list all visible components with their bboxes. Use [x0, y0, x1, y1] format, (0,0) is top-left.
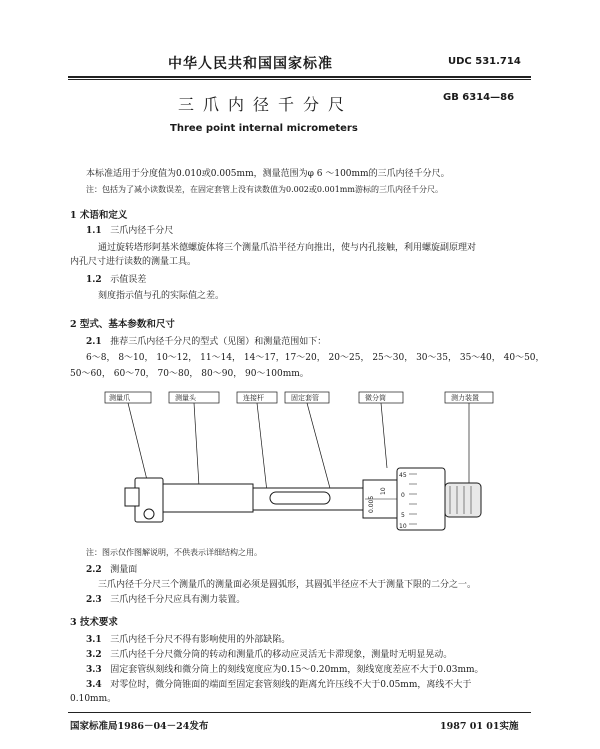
sleeve-number: 10 — [380, 487, 387, 495]
leader-sleeve — [307, 403, 331, 492]
standard-country-title: 中华人民共和国国家标准 — [168, 56, 333, 72]
leader-head — [194, 403, 199, 486]
clause-1-1-text-line2: 内孔尺寸进行读数的测量工具。 — [70, 257, 197, 267]
document-title: 三爪内径千分尺 — [178, 95, 354, 114]
footer-rule — [68, 712, 531, 713]
english-title: Three point internal micrometers — [170, 123, 358, 134]
clause-1-1-label: 1.1 — [86, 226, 102, 236]
label-claw: 测量爪 — [109, 394, 130, 402]
rod-slot — [270, 492, 330, 504]
leader-thimble — [381, 403, 387, 468]
clause-1-1-text-line1: 通过旋转塔形阿基米德螺旋体将三个测量爪沿半径方向推出，使与内孔接触，利用螺旋副原理对 — [98, 243, 477, 253]
clause-3-2 — [86, 649, 452, 661]
scale-10: 10 — [399, 523, 407, 530]
clause-2-3-label: 2.3 — [86, 595, 102, 605]
scale-45: 45 — [399, 472, 407, 479]
clause-2-3 — [86, 594, 245, 606]
clause-3-4-text-line2: 0.10mm。 — [70, 694, 117, 704]
claw-screw — [144, 509, 154, 519]
clause-3-3 — [86, 664, 484, 676]
scale-0: 0 — [401, 492, 405, 499]
scope-note: 注：包括为了减小读数误差，在固定套管上没有读数值为0.002或0.001mm游标的三爪内径千分尺。 — [86, 185, 443, 194]
clause-3-4-text-line1: 对零位时，微分筒锥面的端面至固定套管刻线的距离允许压线不大于0.05mm，离线不大于 — [110, 680, 472, 690]
clause-2-2-text: 三爪内径千分尺三个测量爪的测量面必须是圆弧形，其圆弧半径应不大于测量下限的二分之一。 — [98, 580, 477, 590]
clause-1-2-label: 1.2 — [86, 275, 102, 285]
ranges-line2: 50～60， 60～70， 70～80， 80～90， 90～100mm。 — [70, 369, 309, 379]
label-ratchet: 测力装置 — [451, 394, 479, 402]
clause-1-2-text: 刻度指示值与孔的实际值之差。 — [98, 291, 225, 301]
clause-2-2-title: 测量面 — [110, 565, 138, 575]
claw-tip — [125, 488, 139, 506]
header-rule-thin — [68, 79, 531, 80]
clause-1-2-title: 示值误差 — [110, 275, 147, 285]
sleeve-mark: 0.005 — [368, 495, 375, 513]
clause-3-1 — [86, 634, 290, 646]
ratchet — [445, 483, 481, 517]
clause-3-1-text: 三爪内径千分尺不得有影响使用的外部缺陷。 — [110, 635, 291, 645]
clause-3-3-text: 固定套管纵刻线和微分筒上的刻线宽度应为0.15～0.20mm，刻线宽度差应不大于0.03mm。 — [110, 665, 484, 675]
clause-2-1-text: 推荐三爪内径千分尺的型式（见图）和测量范围如下： — [110, 337, 327, 347]
issued-date: 国家标准局1986－04－24发布 — [70, 721, 209, 732]
clause-2-2-label: 2.2 — [86, 565, 102, 575]
clause-3-4-label: 3.4 — [86, 680, 102, 690]
section-1-heading: 1 术语和定义 — [70, 210, 128, 221]
label-rod: 连接杆 — [243, 394, 264, 402]
clause-3-1-label: 3.1 — [86, 635, 102, 645]
clause-1-2 — [86, 274, 146, 286]
section-2-heading: 2 型式、基本参数和尺寸 — [70, 319, 175, 330]
clause-1-1 — [86, 225, 173, 237]
clause-1-1-title: 三爪内径千分尺 — [110, 226, 174, 236]
clause-3-4 — [86, 679, 471, 691]
header-rule — [68, 76, 531, 78]
clause-2-3-text: 三爪内径千分尺应具有测力装置。 — [110, 595, 246, 605]
clause-2-2 — [86, 564, 137, 576]
scale-5: 5 — [401, 512, 405, 519]
label-sleeve: 固定套管 — [291, 394, 319, 402]
figure-note: 注：图示仅作图解说明，不供表示详细结构之用。 — [86, 548, 262, 557]
leader-claw — [128, 403, 147, 480]
clause-3-2-label: 3.2 — [86, 650, 102, 660]
scope-text: 本标准适用于分度值为0.010或0.005mm，测量范围为φ 6 ～100mm的三爪内径千分尺。 — [86, 169, 450, 179]
udc-number: UDC 531.714 — [448, 56, 521, 67]
ranges-line1: 6～8， 8～10， 10～12， 11～14， 14～17，17～20， 20～25， 25～30， 30～35， 35～40， 40～50， — [86, 353, 545, 363]
micrometer-figure — [95, 388, 515, 553]
measuring-head — [163, 484, 253, 512]
section-3-heading: 3 技术要求 — [70, 617, 118, 628]
effective-date: 1987 01 01实施 — [440, 721, 519, 732]
gb-number: GB 6314—86 — [443, 92, 515, 103]
clause-3-3-label: 3.3 — [86, 665, 102, 675]
label-thimble: 微分筒 — [365, 394, 386, 402]
label-head: 测量头 — [175, 394, 196, 402]
clause-2-1 — [86, 336, 326, 348]
leader-rod — [257, 403, 267, 492]
clause-3-2-text: 三爪内径千分尺微分筒的转动和测量爪的移动应灵活无卡滞现象，测量时无明显晃动。 — [110, 650, 453, 660]
clause-2-1-label: 2.1 — [86, 337, 102, 347]
